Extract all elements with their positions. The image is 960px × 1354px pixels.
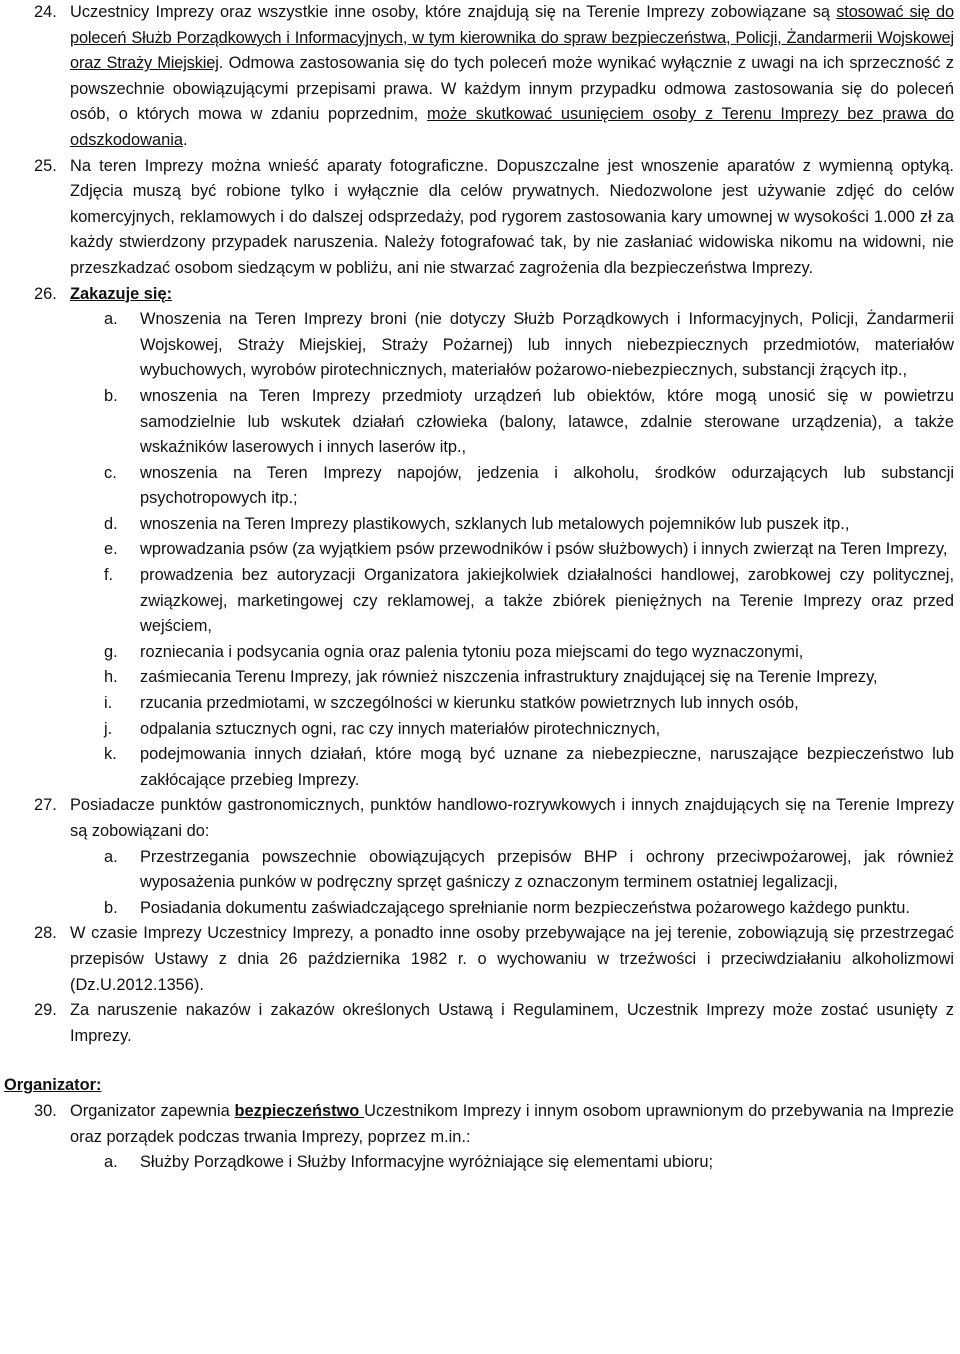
list-item: [0, 537, 960, 563]
list-text: zaśmiecania Terenu Imprezy, jak również niszczenia infrastruktury znajdującej się na Terenie Imprezy,: [140, 668, 878, 687]
list-letter: k.: [104, 745, 117, 764]
list-item: [0, 307, 960, 384]
list-text: rzucania przedmiotami, w szczególności w kierunku statków powietrznych lub innych osób,: [140, 694, 799, 713]
list-text: wnoszenia na Teren Imprezy plastikowych, szklanych lub metalowych pojemników lub puszek itp.,: [140, 514, 850, 533]
list-letter: a.: [104, 1153, 118, 1172]
paragraph-text: Za naruszenie nakazów i zakazów określonych Ustawą i Regulaminem, Uczestnik Imprezy może zostać usunięty z Imprezy.: [70, 1001, 954, 1045]
paragraph-text: W czasie Imprezy Uczestnicy Imprezy, a ponadto inne osoby przebywające na jej terenie, zobowiązują się przestrzegać przepisów Ustawy z dnia 26 października 1982 r. o wychowaniu w trzeźwości i przeciwdziałaniu alkoholizmowi (Dz.U.2012.1356).: [70, 924, 954, 994]
paragraph-text: . Odmowa zastosowania się do tych poleceń może wynikać wyłącznie z uwagi na ich sprzeczność z powszechnie obowiązującymi przepisami prawa. W każdym innym przypadku odmowa zastosowania się do poleceń osób, o których mowa w zdaniu poprzednim,: [70, 54, 955, 124]
list-item: [0, 717, 960, 743]
list-item: [0, 665, 960, 691]
paragraph-number: 30.: [34, 1101, 57, 1120]
paragraph-26: [0, 282, 960, 308]
list-letter: i.: [104, 694, 113, 713]
section-heading-text: Organizator:: [4, 1076, 102, 1095]
paragraph-25: [0, 154, 960, 282]
list-text: odpalania sztucznych ogni, rac czy innych materiałów pirotechnicznych,: [140, 719, 661, 738]
list-item: [0, 742, 960, 793]
list-letter: f.: [104, 566, 114, 585]
list-letter: b.: [104, 386, 118, 405]
list-text: podejmowania innych działań, które mogą być uznane za niebezpieczne, naruszające bezpieczeństwo lub zakłócające przebieg Imprezy.: [140, 745, 954, 789]
list-text: Wnoszenia na Teren Imprezy broni (nie dotyczy Służb Porządkowych i Informacyjnych, Policji, Żandarmerii Wojskowej, Straży Miejskiej, Straży Pożarnej) lub innych niebezpiecznych przedmiotów, materiałów wybuchowych, wyrobów pirotechnicznych, materiałów pożarowo-niebezpiecznych, substancji żrących itp.,: [140, 310, 954, 380]
paragraph-29: [0, 998, 960, 1049]
list-text: wprowadzania psów (za wyjątkiem psów przewodników i psów służbowych) i innych zwierząt na Teren Imprezy,: [140, 540, 948, 559]
section-heading: [0, 1073, 960, 1099]
paragraph-number: 27.: [34, 796, 57, 815]
list-letter: e.: [104, 540, 118, 559]
paragraph-number: 28.: [34, 924, 57, 943]
paragraph-text: Uczestnicy Imprezy oraz wszystkie inne osoby, które znajdują się na Terenie Imprezy zobowiązane są: [70, 3, 837, 21]
paragraph-text: Posiadacze punktów gastronomicznych, punktów handlowo-rozrywkowych i innych znajdujących się na Terenie Imprezy są zobowiązani do:: [70, 796, 954, 840]
paragraph-title: Zakazuje się:: [70, 284, 173, 303]
list-letter: c.: [104, 463, 117, 482]
paragraph-text: Na teren Imprezy można wnieść aparaty fotograficzne. Dopuszczalne jest wnoszenie aparatów z wymienną optyką. Zdjęcia muszą być robione tylko i wyłącznie dla celów prywatnych. Niedozwolone jest używanie zdjęć do celów komercyjnych, reklamowych i do dalszej odsprzedaży, pod rygorem zastosowania kary umownej w wysokości 1.000 zł za każdy stwierdzony przypadek naruszenia. Należy fotografować tak, by nie zasłaniać widowiska nikomu na widowni, nie przeszkadzać osobom siedzącym w pobliżu, ani nie stwarzać zagrożenia dla bezpieczeństwa Imprezy.: [70, 156, 954, 277]
list-item: [0, 691, 960, 717]
list-item: [0, 1150, 960, 1176]
list-letter: d.: [104, 514, 118, 533]
list-letter: b.: [104, 898, 118, 917]
list-letter: g.: [104, 642, 118, 661]
paragraph-24: [0, 0, 960, 154]
list-letter: a.: [104, 847, 118, 866]
list-letter: h.: [104, 668, 118, 687]
paragraph-27: [0, 793, 960, 844]
list-text: wnoszenia na Teren Imprezy przedmioty urządzeń lub obiektów, które mogą unosić się w powietrzu samodzielnie lub wskutek działań człowieka (balony, latawce, zdalnie sterowane urządzenia), a także wskaźników laserowych i innych laserów itp.,: [140, 386, 954, 457]
underlined-text: stosować się do poleceń Służb Porządkowych i Informacyjnych, w tym kierownika do spraw bezpieczeństwa, Policji, Żandarmerii Wojskowej oraz Straży Miejskiej: [70, 3, 954, 73]
paragraph-30: [0, 1099, 960, 1150]
list-item: [0, 896, 960, 922]
paragraph-text: .: [183, 130, 188, 149]
list-item: [0, 640, 960, 666]
paragraph-number: 24.: [34, 3, 57, 21]
paragraph-28: [0, 921, 960, 998]
list-text: Przestrzegania powszechnie obowiązujących przepisów BHP i ochrony przeciwpożarowej, jak również wyposażenia punków w podręczny sprzęt gaśniczy z oznaczonym terminem ostatniej legalizacji,: [140, 847, 954, 892]
list-text: wnoszenia na Teren Imprezy napojów, jedzenia i alkoholu, środków odurzających lub substancji psychotropowych itp.;: [140, 463, 954, 508]
paragraph-number: 29.: [34, 1001, 57, 1020]
list-letter: a.: [104, 310, 118, 329]
paragraph-text: Organizator zapewnia: [70, 1101, 235, 1120]
paragraph-number: 25.: [34, 156, 57, 175]
list-text: Służby Porządkowe i Służby Informacyjne wyróżniające się elementami ubioru;: [140, 1153, 714, 1172]
list-letter: j.: [104, 719, 113, 738]
list-text: prowadzenia bez autoryzacji Organizatora jakiejkolwiek działalności handlowej, zarobkowej czy politycznej, związkowej, marketingowej czy reklamowej, a także zbiórek pieniężnych na Terenie Imprezy oraz przed wejściem,: [140, 566, 954, 636]
list-item: [0, 512, 960, 538]
list-item: [0, 384, 960, 461]
list-text: rozniecania i podsycania ognia oraz palenia tytoniu poza miejscami do tego wyznaczonymi,: [140, 642, 804, 661]
paragraph-text: Uczestnikom Imprezy i innym osobom uprawnionym do przebywania na Imprezie oraz porządek podczas trwania Imprezy, poprzez m.in.:: [70, 1101, 954, 1146]
underlined-text: może skutkować usunięciem osoby z Terenu Imprezy bez prawa do odszkodowania: [70, 105, 954, 149]
emphasized-text: bezpieczeństwo: [234, 1101, 365, 1120]
list-item: [0, 563, 960, 640]
list-item: [0, 845, 960, 896]
list-text: Posiadania dokumentu zaświadczającego sprełnianie norm bezpieczeństwa pożarowego każdego punktu.: [140, 898, 910, 917]
list-item: [0, 461, 960, 512]
paragraph-number: 26.: [34, 284, 57, 303]
